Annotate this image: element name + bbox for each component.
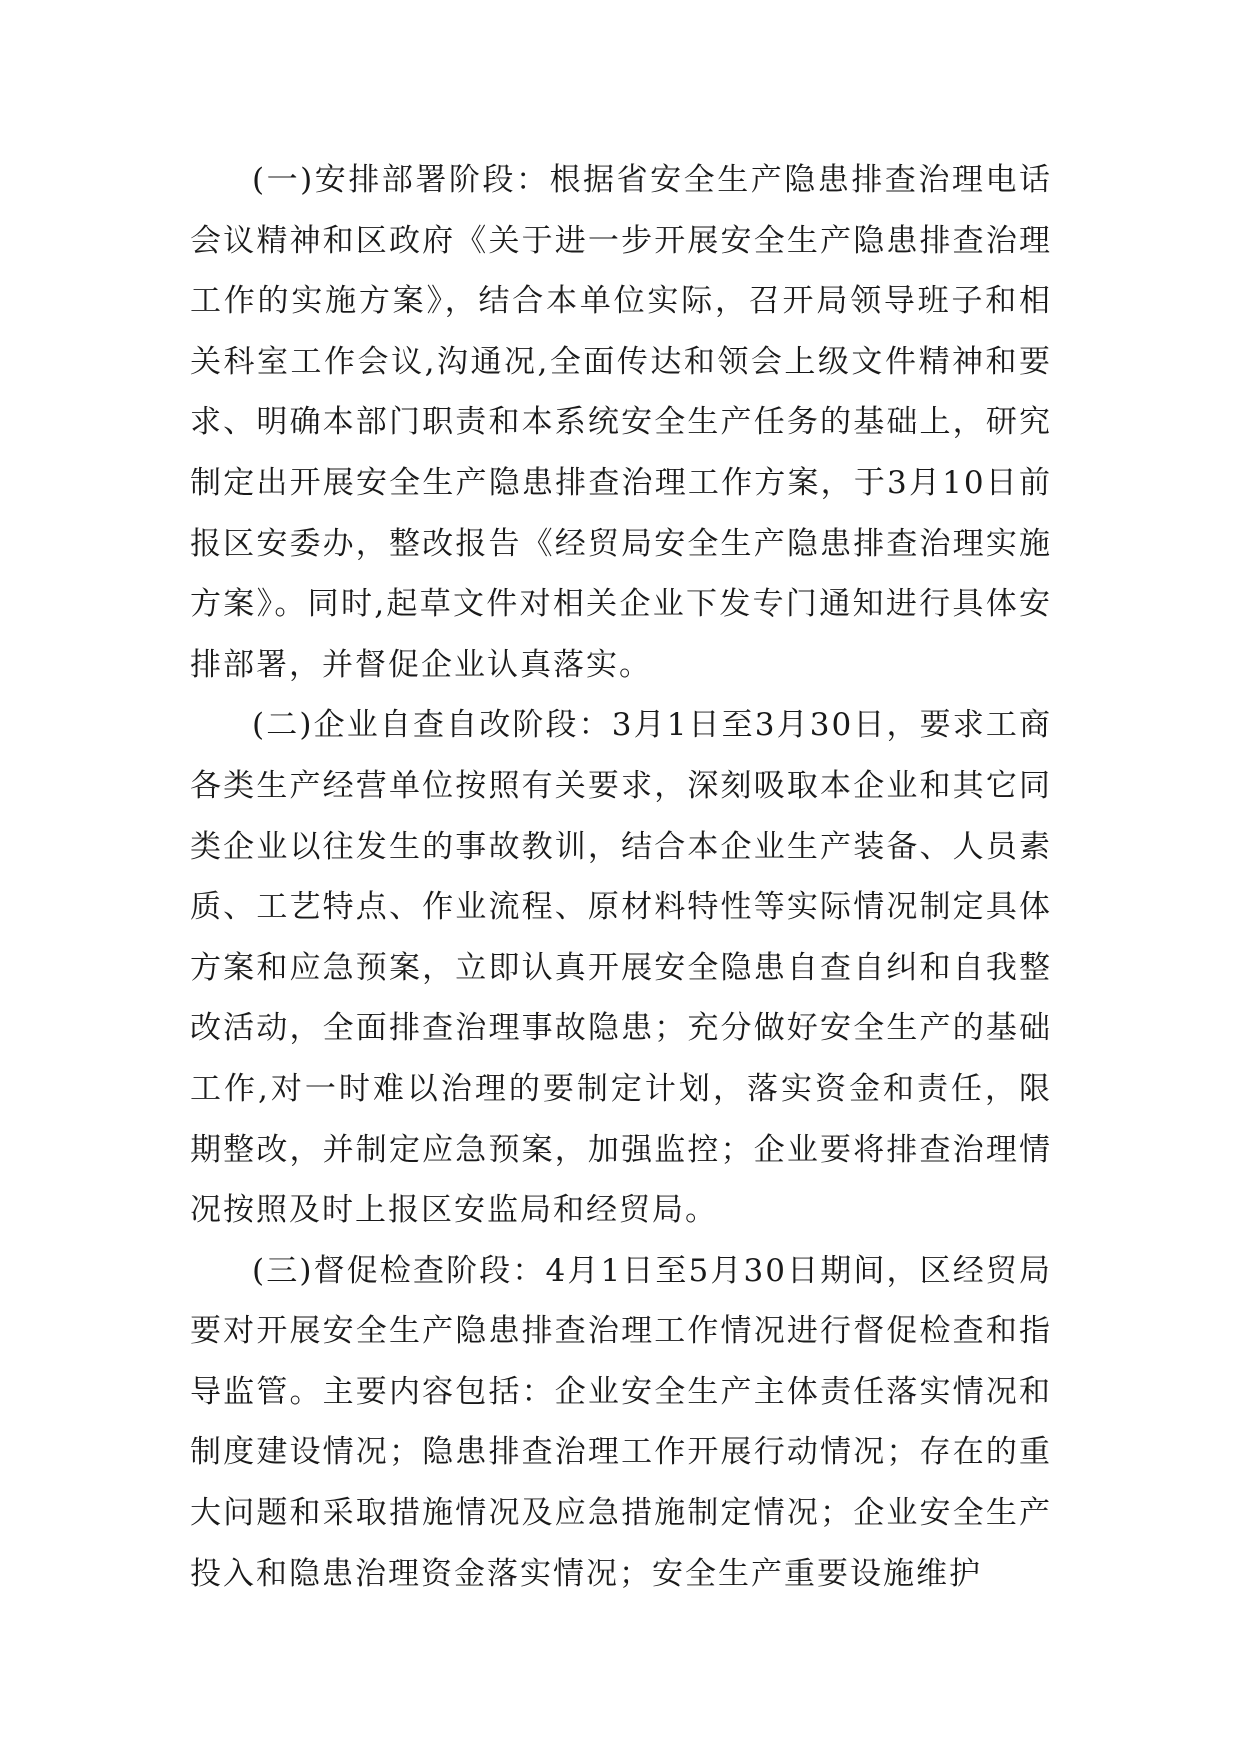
paragraph-self-inspection-stage: (二)企业自查自改阶段：3月1日至3月30日，要求工商各类生产经营单位按照有关要求，深刻吸取本企业和其它同类企业以往发生的事故教训，结合本企业生产装备、人员素质、工艺特点、作业流程、原材料特性等实际情况制定具体方案和应急预案，立即认真开展安全隐患自查自纠和自我整改活动，全面排查治理事故隐患；充分做好安全生产的基础工作,对一时难以治理的要制定计划，落实资金和责任，限期整改，并制定应急预案，加强监控；企业要将排查治理情况按照及时上报区安监局和经贸局。 [190, 707, 1052, 1229]
document-body [190, 150, 1052, 1604]
paragraph-arrangement-stage: (一)安排部署阶段：根据省安全生产隐患排查治理电话会议精神和区政府《关于进一步开展安全生产隐患排查治理工作的实施方案》，结合本单位实际，召开局领导班子和相关科室工作会议,沟通况,全面传达和领会上级文件精神和要求、明确本部门职责和本系统安全生产任务的基础上，研究制定出开展安全生产隐患排查治理工作方案，于3月10日前报区安委办，整改报告《经贸局安全生产隐患排查治理实施方案》。同时,起草文件对相关企业下发专门通知进行具体安排部署，并督促企业认真落实。 [190, 162, 1052, 683]
paragraph-supervision-stage: (三)督促检查阶段：4月1日至5月30日期间，区经贸局要对开展安全生产隐患排查治理工作情况进行督促检查和指导监管。主要内容包括：企业安全生产主体责任落实情况和制度建设情况；隐患排查治理工作开展行动情况；存在的重大问题和采取措施情况及应急措施制定情况；企业安全生产投入和隐患治理资金落实情况；安全生产重要设施维护 [190, 1252, 1052, 1592]
